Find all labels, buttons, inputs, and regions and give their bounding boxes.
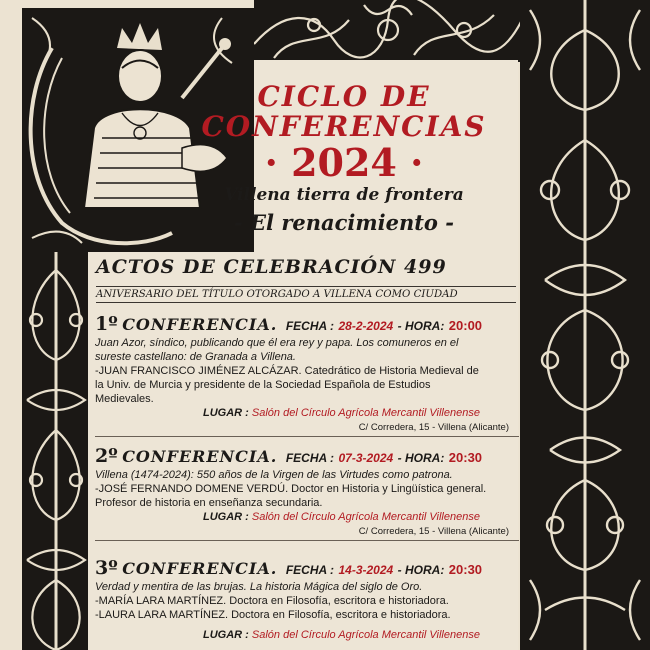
conference-text-line: -LAURA LARA MARTÍNEZ. Doctora en Filosofía, escritora e historiadora. (95, 609, 451, 621)
lugar-venue: Salón del Círculo Agrícola Mercantil Villenense (251, 511, 480, 523)
aniversario-line: ANIVERSARIO DEL TÍTULO OTORGADO A VILLENA COMO CIUDAD (96, 286, 516, 303)
lugar-venue: Salón del Círculo Agrícola Mercantil Villenense (251, 629, 480, 641)
conference-word: CONFERENCIA. (122, 447, 278, 466)
hora-label: - HORA: (397, 563, 445, 577)
era-subtitle: - El renacimiento - (234, 210, 454, 235)
subtitle: Villena tierra de frontera (224, 185, 464, 205)
conference-number: 1º (95, 313, 118, 335)
actos-heading: ACTOS DE CELEBRACIÓN 499 (96, 256, 447, 278)
lugar-venue: Salón del Círculo Agrícola Mercantil Villenense (251, 407, 480, 419)
conference-number: 3º (95, 557, 118, 579)
hora-value: 20:00 (448, 318, 483, 333)
conference-number: 2º (95, 445, 118, 467)
fecha-label: FECHA : (285, 319, 335, 333)
left-border-ornament (22, 250, 90, 650)
conference-header (95, 556, 519, 580)
year-title: · 2024 · (264, 140, 424, 185)
conference-block-1 (95, 312, 519, 437)
fecha-value: 07-3-2024 (338, 451, 394, 465)
conference-text-line: -JUAN FRANCISCO JIMÉNEZ ALCÁZAR. Catedrático de Historia Medieval de (95, 365, 479, 377)
lugar-line (203, 510, 519, 525)
hora-value: 20:30 (448, 450, 483, 465)
lugar-label: LUGAR : (203, 629, 249, 641)
divider (95, 540, 519, 541)
conference-text-line: Juan Azor, síndico, publicando que él era rey y papa. Los comuneros en el (95, 337, 459, 349)
divider (95, 436, 519, 437)
hora-label: - HORA: (397, 319, 445, 333)
conference-text-line: sureste castellano: de Granada a Villena. (95, 351, 296, 363)
conference-block-2 (95, 444, 519, 541)
conference-text-line: Profesor de historia en enseñanza secundaria. (95, 497, 323, 509)
conference-header (95, 312, 519, 336)
hora-label: - HORA: (397, 451, 445, 465)
title-line-2: CONFERENCIAS (201, 110, 487, 143)
hora-value: 20:30 (448, 562, 483, 577)
conference-text-line: -JOSÉ FERNANDO DOMENE VERDÚ. Doctor en Historia y Lingüística general. (95, 483, 487, 495)
conference-text-line: -MARÍA LARA MARTÍNEZ. Doctora en Filosofía, escritora e historiadora. (95, 595, 449, 607)
conference-text-line: la Univ. de Murcia y presidente de la Sociedad Española de Estudios (95, 379, 431, 391)
fecha-value: 14-3-2024 (338, 563, 394, 577)
right-border-ornament (520, 0, 650, 650)
conference-header (95, 444, 519, 468)
fecha-label: FECHA : (285, 563, 335, 577)
lugar-label: LUGAR : (203, 511, 249, 523)
conference-block-3 (95, 556, 519, 643)
top-border-ornament (254, 0, 522, 62)
conference-word: CONFERENCIA. (122, 559, 278, 578)
conference-text-line: Villena (1474-2024): 550 años de la Virgen de las Virtudes como patrona. (95, 469, 453, 481)
conference-text-line: Verdad y mentira de las brujas. La historia Mágica del siglo de Oro. (95, 581, 423, 593)
fecha-value: 28-2-2024 (338, 319, 394, 333)
title-block (170, 65, 518, 245)
title-line-1: CICLO DE (257, 80, 431, 113)
address-line: C/ Corredera, 15 - Villena (Alicante) (358, 526, 509, 537)
lugar-label: LUGAR : (203, 407, 249, 419)
address-line: C/ Corredera, 15 - Villena (Alicante) (358, 422, 509, 433)
fecha-label: FECHA : (285, 451, 335, 465)
conference-word: CONFERENCIA. (122, 315, 278, 334)
lugar-line (203, 628, 519, 643)
lugar-line (203, 406, 519, 421)
conference-text-line: Medievales. (95, 393, 154, 405)
